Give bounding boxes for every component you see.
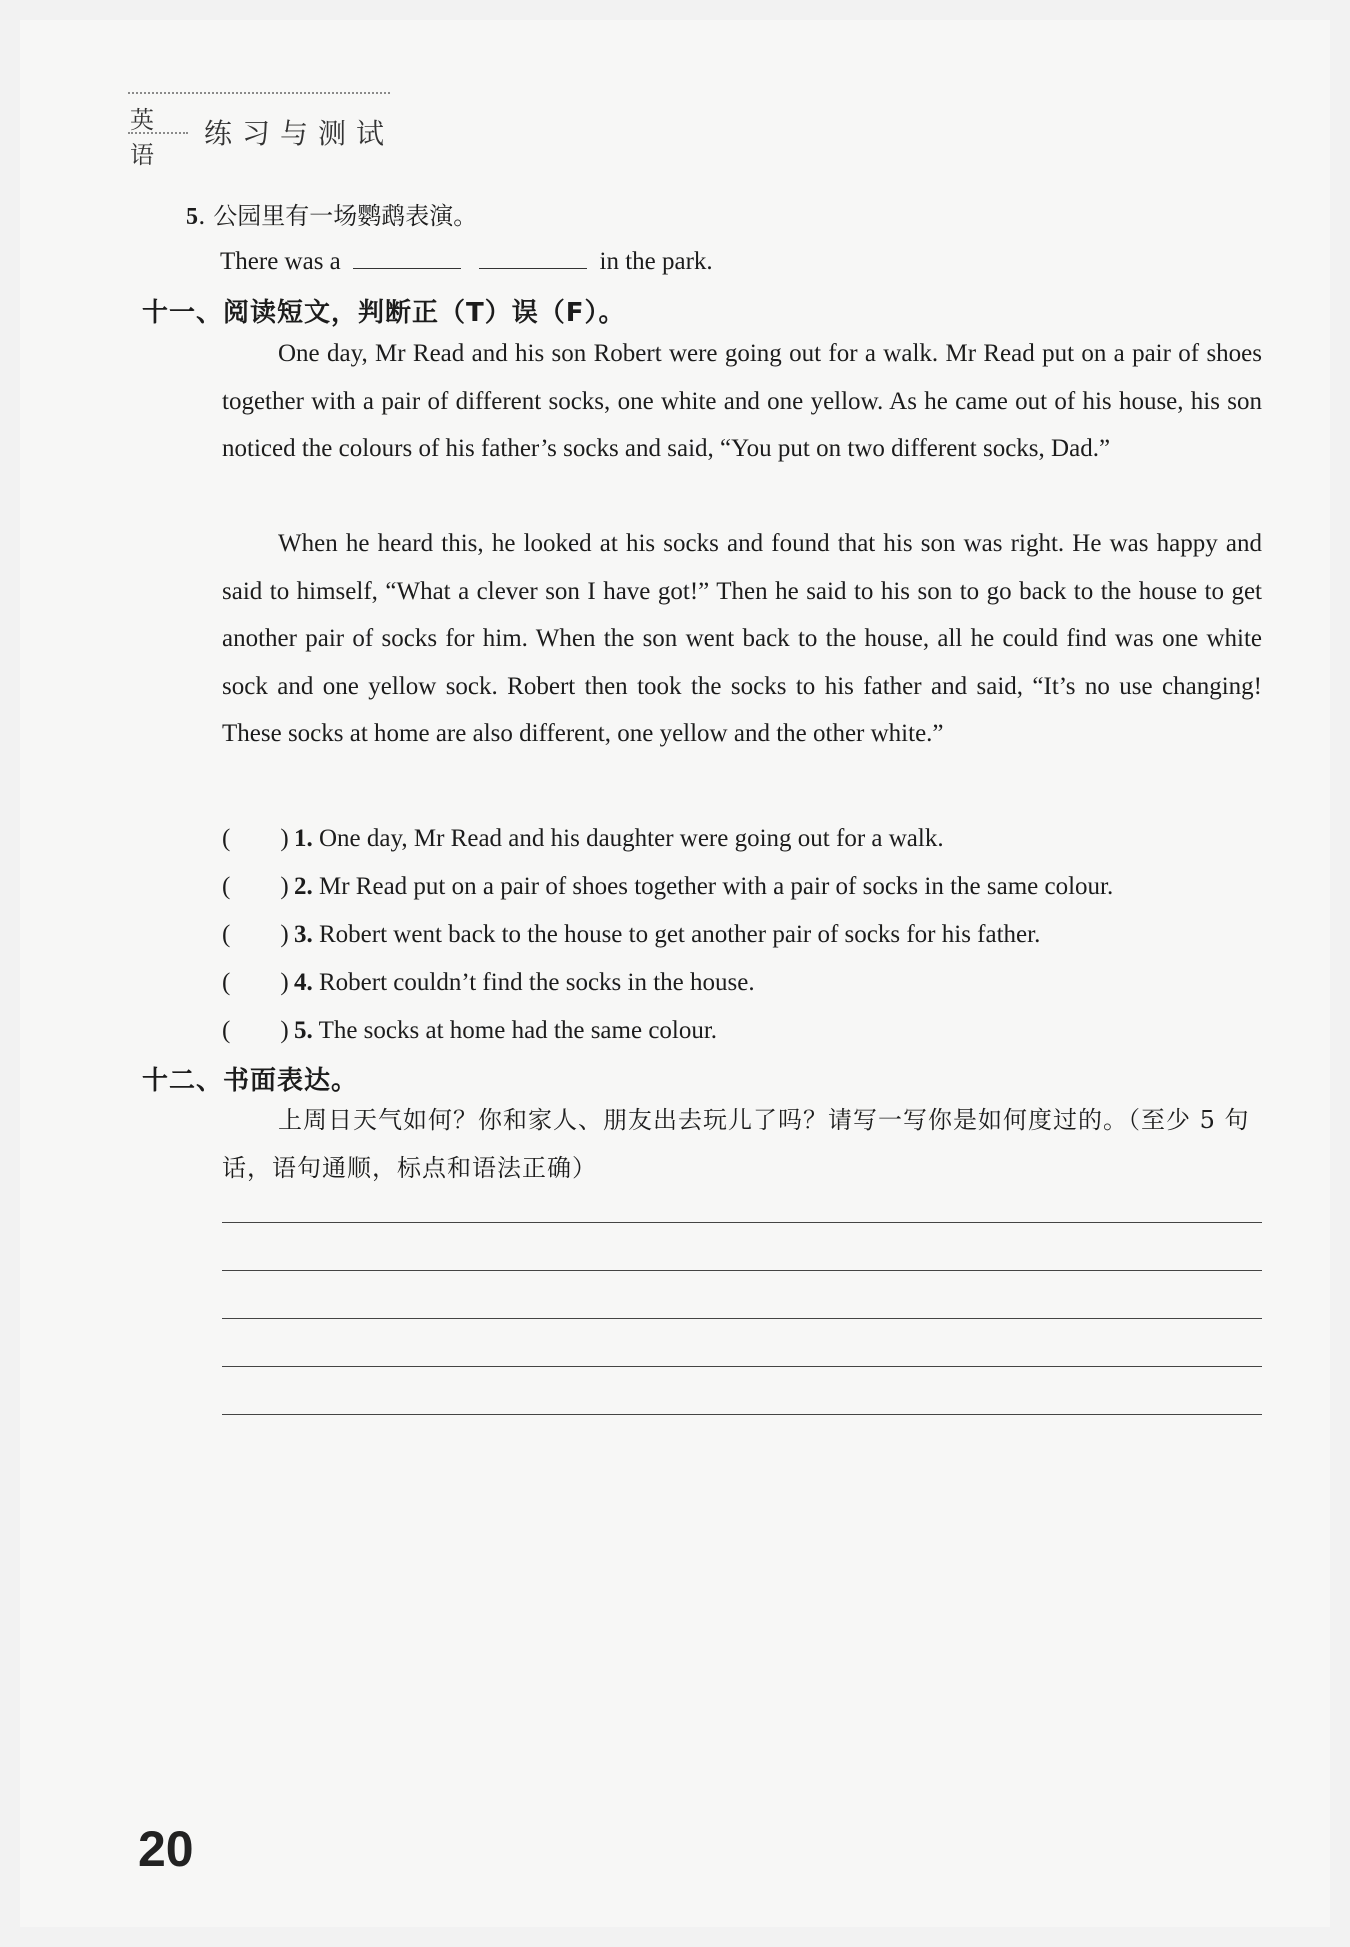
writing-line[interactable] [222, 1366, 1262, 1367]
translation-item-prompt [186, 196, 477, 231]
writing-line[interactable] [222, 1222, 1262, 1223]
answer-parentheses[interactable]: ( ) [222, 825, 289, 852]
sentence-start: There was a [220, 248, 341, 275]
sentence-end: in the park. [599, 248, 713, 275]
writing-line[interactable] [222, 1414, 1262, 1415]
section-11-title: 十一、阅读短文，判断正（T）误（F）。 [142, 298, 626, 328]
answer-blank-1[interactable] [353, 248, 461, 269]
answer-parentheses[interactable]: ( ) [222, 873, 289, 900]
passage-paragraph-2: When he heard this, he looked at his socks and found that his son was right. He was happy and said to himself, “What a clever son I have got!” Then he said to his son to go back to the house to get another pair of socks for him. When the son went back to the house, all he could find was one white sock and one yellow sock. Robert then took the socks to his father and said, “It’s no use changing! These socks at home are also different, one yellow and the other white.” [222, 530, 1262, 747]
question-text: Robert couldn’t find the socks in the house. [319, 969, 755, 996]
question-row [222, 962, 755, 998]
answer-blank-2[interactable] [479, 248, 587, 269]
section-12-title: 十二、书面表达。 [142, 1066, 359, 1096]
question-row [222, 866, 1113, 902]
answer-parentheses[interactable]: ( ) [222, 1017, 289, 1044]
subject-label: 英语 [130, 106, 155, 169]
question-text: One day, Mr Read and his daughter were going out for a walk. [319, 825, 944, 852]
writing-prompt: 上周日天气如何？你和家人、朋友出去玩儿了吗？请写一写你是如何度过的。（至少 5 句话，语句通顺，标点和语法正确） [222, 1106, 1250, 1182]
answer-parentheses[interactable]: ( ) [222, 969, 289, 996]
subject-underline [128, 132, 188, 134]
writing-line[interactable] [222, 1270, 1262, 1271]
question-text: Robert went back to the house to get another pair of socks for his father. [319, 921, 1041, 948]
question-number: 2. [294, 873, 313, 900]
item-chinese: . 公园里有一场鹦鹉表演。 [198, 202, 478, 230]
writing-line[interactable] [222, 1318, 1262, 1319]
question-text: The socks at home had the same colour. [318, 1017, 718, 1044]
page-number: 20 [138, 1821, 194, 1877]
question-row [222, 914, 1040, 950]
question-number: 1. [294, 825, 313, 852]
book-title: 练习与测试 [204, 117, 395, 150]
question-number: 3. [294, 921, 313, 948]
question-number: 4. [294, 969, 313, 996]
translation-item-sentence [220, 248, 713, 276]
question-row [222, 818, 944, 854]
header-dotted-rule [128, 92, 390, 94]
question-row [222, 1010, 717, 1046]
answer-parentheses[interactable]: ( ) [222, 921, 289, 948]
passage-paragraph-1: One day, Mr Read and his son Robert were going out for a walk. Mr Read put on a pair of shoes together with a pair of different socks, one white and one yellow. As he came out of his house, his son noticed the colours of his father’s socks and said, “You put on two different socks, Dad.” [222, 340, 1262, 462]
workbook-page [20, 20, 1330, 1927]
item-number: 5 [186, 204, 198, 230]
question-text: Mr Read put on a pair of shoes together with a pair of socks in the same colour. [319, 873, 1114, 900]
question-number: 5. [294, 1017, 313, 1044]
